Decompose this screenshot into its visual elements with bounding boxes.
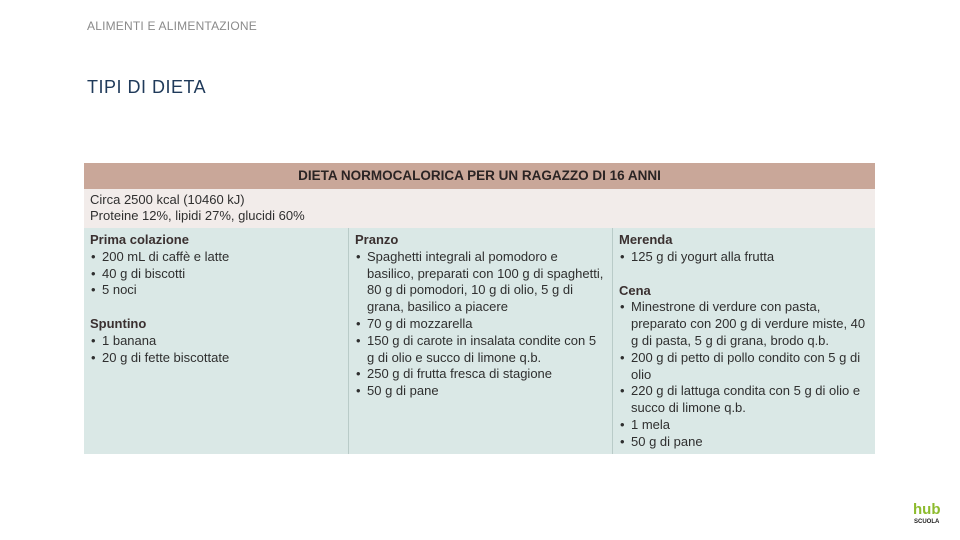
meal-item: • 70 g di mozzarella <box>355 316 606 333</box>
meal-item: • 5 noci <box>90 282 342 299</box>
meal-item: • 1 banana <box>90 333 342 350</box>
meal-item: • 40 g di biscotti <box>90 266 342 283</box>
table-heading: DIETA NORMOCALORICA PER UN RAGAZZO DI 16 ANNI <box>84 163 875 189</box>
meal-item: • 20 g di fette biscottate <box>90 350 342 367</box>
meal-item: • 50 g di pane <box>619 434 869 451</box>
meal-column-3 <box>612 228 875 454</box>
meal-item: • 200 mL di caffè e latte <box>90 249 342 266</box>
meal-name: Prima colazione <box>90 232 189 247</box>
meal-item: • 220 g di lattuga condita con 5 g di olio e succo di limone q.b. <box>619 383 869 417</box>
page-title: TIPI DI DIETA <box>87 77 207 97</box>
summary-macros: Proteine 12%, lipidi 27%, glucidi 60% <box>90 208 305 223</box>
logo-main-text: hub <box>913 501 941 518</box>
diet-table <box>84 163 875 454</box>
logo-sub-text: SCUOLA <box>914 519 940 525</box>
meal-items <box>355 249 606 400</box>
meal-items <box>90 249 342 299</box>
meal-item: • 50 g di pane <box>355 383 606 400</box>
hub-scuola-logo <box>912 499 948 525</box>
section-label: ALIMENTI E ALIMENTAZIONE <box>87 19 257 33</box>
meal-item: • 200 g di petto di pollo condito con 5 g di olio <box>619 350 869 384</box>
meal-items <box>619 299 869 450</box>
meal-item: • Minestrone di verdure con pasta, preparato con 200 g di verdure miste, 40 g di pasta, 5 g di grana, brodo q.b. <box>619 299 869 349</box>
meal-column-2 <box>348 228 612 454</box>
meal-name: Merenda <box>619 232 673 247</box>
meal-items <box>619 249 869 266</box>
meal-name: Pranzo <box>355 232 399 247</box>
meal-item: • 1 mela <box>619 417 869 434</box>
meal-name: Spuntino <box>90 316 147 332</box>
meal-column-1 <box>84 228 348 454</box>
meal-name: Cena <box>619 282 651 298</box>
meal-item: • 250 g di frutta fresca di stagione <box>355 366 606 383</box>
meal-item: • Spaghetti integrali al pomodoro e basilico, preparati con 100 g di spaghetti, 80 g di pomodori, 10 g di olio, 5 g di grana, basilico a piacere <box>355 249 606 316</box>
meal-items <box>90 333 342 367</box>
energy-summary <box>84 189 875 228</box>
summary-calories: Circa 2500 kcal (10460 kJ) <box>90 192 245 207</box>
meals-grid <box>84 228 875 454</box>
meal-item: • 150 g di carote in insalata condite con 5 g di olio e succo di limone q.b. <box>355 333 606 367</box>
meal-item: • 125 g di yogurt alla frutta <box>619 249 869 266</box>
